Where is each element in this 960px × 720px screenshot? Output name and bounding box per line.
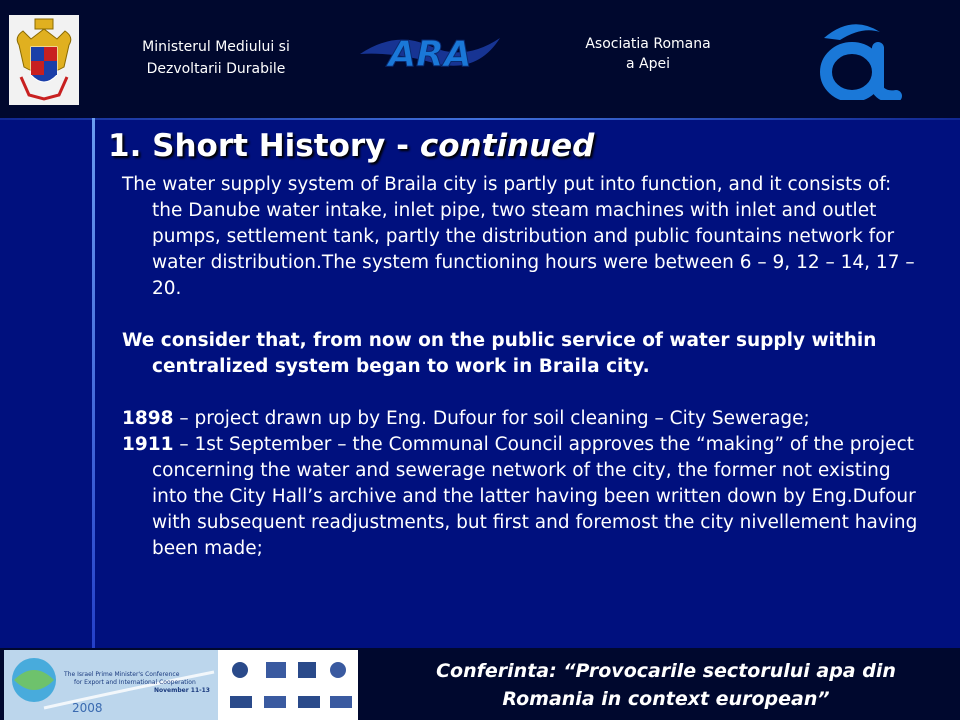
ara-logo	[356, 24, 504, 80]
conference-line-1: Conferinta: “Provocarile sectorului apa din	[436, 660, 896, 682]
ara-logo-text: ARA	[388, 34, 472, 75]
conference-banner	[4, 650, 358, 720]
history-year: 1911	[122, 434, 174, 455]
history-year: 1898	[122, 408, 174, 429]
paragraph-public-service	[122, 328, 922, 380]
association-label	[558, 34, 738, 74]
spacer	[122, 380, 922, 406]
history-text: – 1st September – the Communal Council approves the “making” of the project concerning the water and sewerage network of the city, the former not existing into the City Hall’s archive and the latter having been written down by Eng.Dufour with subsequent readjustments, but first and foremost the city nivellement having been made;	[152, 434, 918, 559]
header-divider	[0, 118, 960, 120]
history-item-1911	[122, 432, 922, 562]
association-line-2: a Apei	[626, 56, 670, 72]
paragraph-water-supply: The water supply system of Braila city is partly put into function, and it consists of: the Danube water intake, inlet pipe, two steam machines with inlet and outlet pumps, settlement tank, partly the distribution and public fountains network for water distribution.The system functioning hours were between 6 – 9, 12 – 14, 17 – 20.	[122, 174, 915, 299]
banner-date: November 11-13	[154, 687, 210, 694]
spacer	[122, 302, 922, 328]
ministry-label	[106, 36, 326, 80]
banner-year: 2008	[72, 701, 103, 715]
history-text: – project drawn up by Eng. Dufour for soil cleaning – City Sewerage;	[173, 408, 810, 429]
banner-line-1: The Israel Prime Minister's Conference	[64, 671, 180, 678]
conference-line-2: Romania in context european”	[502, 688, 830, 710]
title-italic: continued	[419, 128, 595, 164]
water-association-logo-icon	[818, 18, 914, 100]
ministry-line-1: Ministerul Mediului si	[142, 39, 290, 55]
banner-line-2: for Export and International Cooperation	[74, 679, 196, 686]
association-line-1: Asociatia Romana	[585, 36, 711, 52]
title-main: 1. Short History -	[108, 128, 420, 164]
conference-banner-graphic	[4, 650, 358, 720]
coat-of-arms-icon	[9, 15, 79, 105]
slide-body	[122, 172, 922, 562]
history-item-1898	[122, 406, 922, 432]
ministry-line-2: Dezvoltarii Durabile	[146, 61, 286, 77]
slide-title	[108, 128, 594, 164]
left-accent-line	[92, 118, 95, 648]
paragraph-public-service-text: We consider that, from now on the public service of water supply within centralized system began to work in Braila city.	[122, 330, 877, 377]
conference-title	[372, 657, 960, 713]
